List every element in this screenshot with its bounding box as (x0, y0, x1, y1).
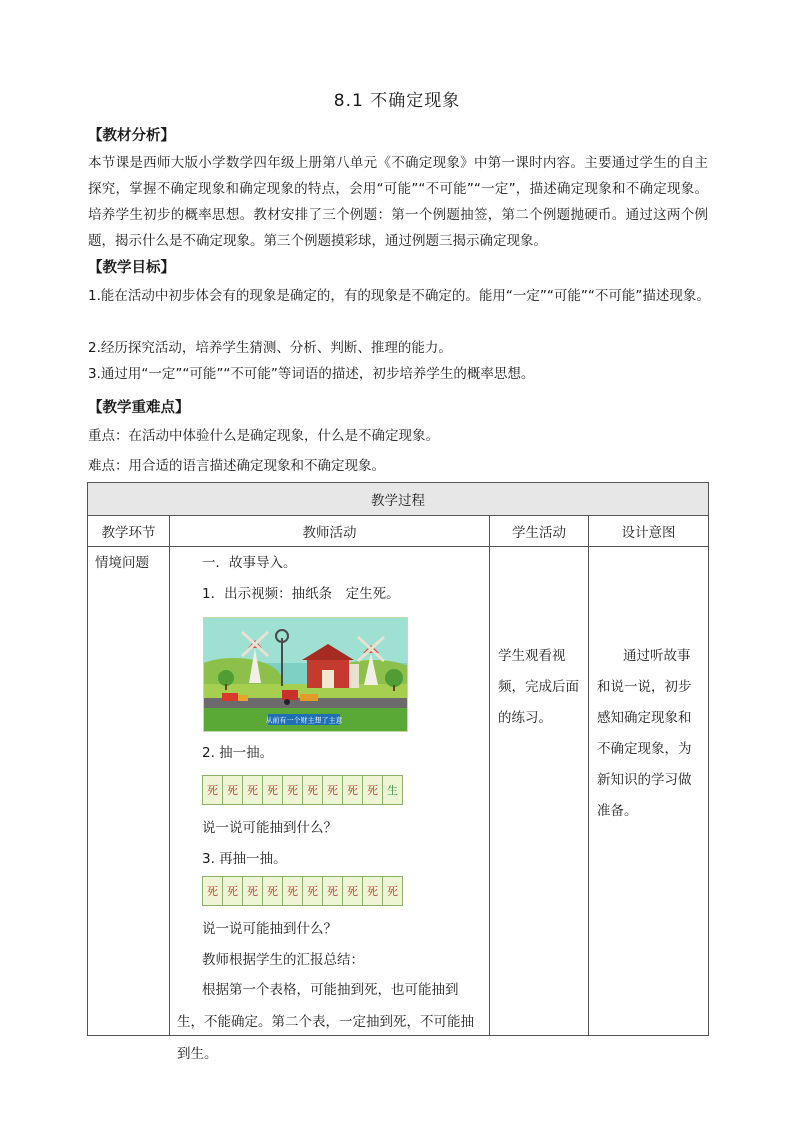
strip1-cell: 死 (262, 775, 283, 805)
teacher-line-4: 说一说可能抽到什么？ (202, 820, 337, 836)
goal-item-2: 2.经历探究活动，培养学生猜测、分析、判断、推理的能力。 (88, 340, 452, 356)
stage-cell: 情境问题 (88, 547, 170, 1036)
strip1-cell: 死 (362, 775, 383, 805)
design-intent-cell (589, 547, 709, 1036)
strip2-cell: 死 (242, 876, 263, 906)
strip1-cell: 死 (282, 775, 303, 805)
analysis-heading: 【教材分析】 (88, 128, 175, 144)
strip1-cell: 死 (202, 775, 223, 805)
strip2-cell: 死 (262, 876, 283, 906)
teacher-line-6: 说一说可能抽到什么？ (202, 921, 337, 937)
strip1-cell: 死 (322, 775, 343, 805)
strip1-cell: 死 (302, 775, 323, 805)
key-point: 重点：在活动中体验什么是确定现象，什么是不确定现象。 (88, 428, 439, 444)
goal-item-1: 1.能在活动中初步体会有的现象是确定的，有的现象是不确定的。能用“一定”“可能”“不可能”描述现象。 (88, 288, 710, 304)
strip1-cell: 死 (342, 775, 363, 805)
design-intent-text: 通过听故事和说一说，初步感知确定现象和不确定现象，为新知识的学习做准备。 (597, 648, 692, 819)
story-video-thumbnail[interactable] (203, 617, 408, 732)
strip2-cell: 死 (202, 876, 223, 906)
farm-scene-image (204, 618, 407, 731)
teacher-line-2: 1．出示视频：抽纸条 定生死。 (202, 586, 400, 602)
teacher-line-7: 教师根据学生的汇报总结： (202, 952, 364, 968)
col-intent-header: 设计意图 (589, 516, 709, 547)
strip2-cell: 死 (322, 876, 343, 906)
process-title: 教学过程 (88, 483, 709, 516)
teacher-summary: 根据第一个表格，可能抽到死，也可能抽到生，不能确定。第二个表，一定抽到死，不可能抽到生。 (177, 982, 474, 1062)
col-stage-header: 教学环节 (88, 516, 170, 547)
teaching-process-table (87, 482, 709, 1062)
teacher-line-3: 2. 抽一抽。 (202, 745, 274, 761)
strip1-cell: 生 (382, 775, 403, 805)
keypoints-heading: 【教学重难点】 (88, 400, 190, 416)
strip2-cell: 死 (382, 876, 403, 906)
teacher-line-1: 一．故事导入。 (202, 555, 297, 571)
video-caption: 从前有一个财主想了主意 (265, 716, 343, 725)
teacher-line-5: 3. 再抽一抽。 (202, 851, 287, 867)
goals-heading: 【教学目标】 (88, 260, 175, 276)
strip1-cell: 死 (222, 775, 243, 805)
col-student-header: 学生活动 (490, 516, 589, 547)
strip2-cell: 死 (282, 876, 303, 906)
student-activity-text: 学生观看视频，完成后面的练习。 (498, 648, 579, 726)
goal-item-3: 3.通过用“一定”“可能”“不可能”等词语的描述，初步培养学生的概率思想。 (88, 366, 535, 382)
strip2-cell: 死 (302, 876, 323, 906)
strip1-cell: 死 (242, 775, 263, 805)
strip2-cell: 死 (342, 876, 363, 906)
student-activity-cell (490, 547, 589, 1036)
strip2-cell: 死 (362, 876, 383, 906)
draw-strip-1 (203, 775, 403, 805)
draw-strip-2 (203, 876, 403, 906)
teacher-activity-cell (170, 547, 490, 1062)
strip2-cell: 死 (222, 876, 243, 906)
difficult-point: 难点：用合适的语言描述确定现象和不确定现象。 (88, 458, 385, 474)
analysis-text: 本节课是西师大版小学数学四年级上册第八单元《不确定现象》中第一课时内容。主要通过学生的自主探究，掌握不确定现象和确定现象的特点，会用“可能”“不可能”“一定”，描述确定现象和不确定现象。培养学生初步的概率思想。教材安排了三个例题：第一个例题抽签，第二个例题抛硬币。通过这两个例题，揭示什么是不确定现象。第三个例题摸彩球，通过例题三揭示确定现象。 (88, 155, 708, 249)
col-teacher-header: 教师活动 (170, 516, 490, 547)
page-title: 8.1 不确定现象 (333, 91, 461, 111)
